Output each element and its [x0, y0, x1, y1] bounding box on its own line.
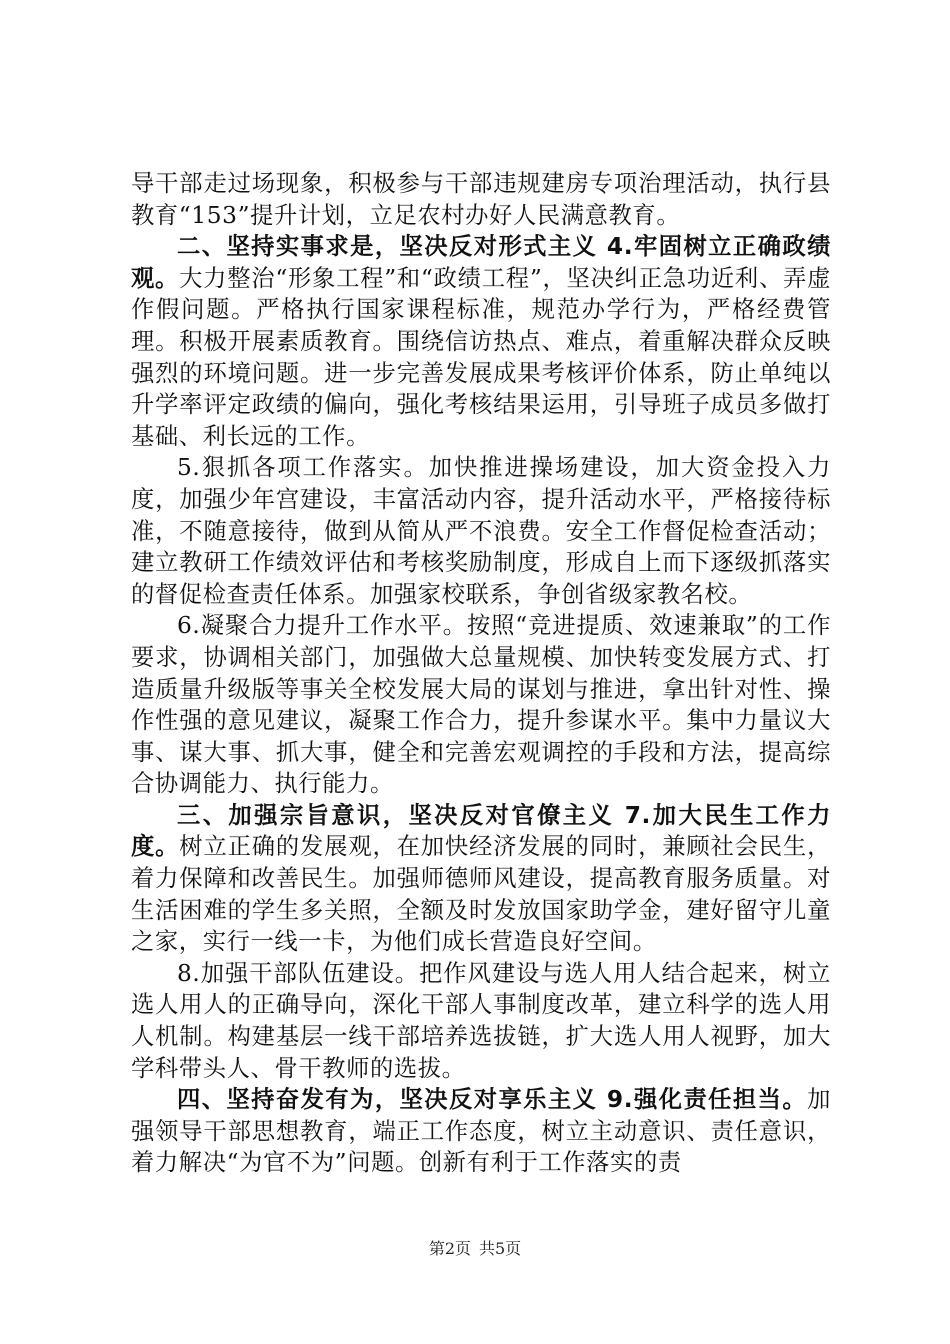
paragraph-text: 加强领导干部思想教育，端正工作态度，树立主动意识、责任意识，着力解决“为官不为”问题。创新有利于工作落实的责	[131, 1086, 831, 1177]
page-footer	[0, 1236, 950, 1259]
paragraph-text: 8.加强干部队伍建设。把作风建设与选人用人结合起来，树立选人用人的正确导向，深化干部人事制度改革，建立科学的选人用人机制。构建基层一线干部培养选拔链，扩大选人用人视野，加大学科带头人、骨干教师的选拔。	[131, 959, 831, 1082]
section-heading-2: 二、坚持实事求是，坚决反对形式主义 4.牢固树立正确政绩观。	[131, 233, 831, 292]
section-heading-4: 四、坚持奋发有为，坚决反对享乐主义 9.强化责任担当。	[177, 1086, 808, 1114]
document-body	[131, 168, 831, 1179]
paragraph-4	[131, 800, 831, 958]
paragraph-text: 导干部走过场现象，积极参与干部违规建房专项治理活动，执行县教育“153”提升计划，立足农村办好人民满意教育。	[131, 170, 831, 229]
paragraph-5	[131, 958, 831, 1084]
paragraph-1	[131, 231, 831, 452]
paragraph-text: 5.狠抓各项工作落实。加快推进操场建设，加大资金投入力度，加强少年宫建设，丰富活动内容，提升活动水平，严格接待标准，不随意接待，做到从简从严不浪费。安全工作督促检查活动；建立教研工作绩效评估和考核奖励制度，形成自上而下逐级抓落实的督促检查责任体系。加强家校联系，争创省级家教名校。	[131, 454, 831, 608]
paragraph-6	[131, 1084, 831, 1179]
paragraph-text: 树立正确的发展观，在加快经济发展的同时，兼顾社会民生，着力保障和改善民生。加强师德师风建设，提高教育服务质量。对生活困难的学生多关照，全额及时发放国家助学金，建好留守儿童之家，实行一线一卡，为他们成长营造良好空间。	[131, 833, 831, 956]
paragraph-2	[131, 452, 831, 610]
paragraph-3	[131, 610, 831, 800]
page-total: 共5页	[479, 1239, 522, 1258]
paragraph-0	[131, 168, 831, 231]
paragraph-text: 大力整治“形象工程”和“政绩工程”，坚决纠正急功近利、弄虚作假问题。严格执行国家课程标准，规范办学行为，严格经费管理。积极开展素质教育。围绕信访热点、难点，着重解决群众反映强烈的环境问题。进一步完善发展成果考核评价体系，防止单纯以升学率评定政绩的偏向，强化考核结果运用，引导班子成员多做打基础、利长远的工作。	[131, 264, 831, 450]
section-heading-3: 三、加强宗旨意识，坚决反对官僚主义 7.加大民生工作力度。	[131, 801, 831, 861]
paragraph-text: 6.凝聚合力提升工作水平。按照“竞进提质、效速兼取”的工作要求，协调相关部门，加强做大总量规模、加快转变发展方式、打造质量升级版等事关全校发展大局的谋划与推进，拿出针对性、操作性强的意见建议，凝聚工作合力，提升参谋水平。集中力量议大事、谋大事、抓大事，健全和完善宏观调控的手段和方法，提高综合协调能力、执行能力。	[131, 612, 831, 798]
page-number: 第2页	[428, 1239, 471, 1258]
